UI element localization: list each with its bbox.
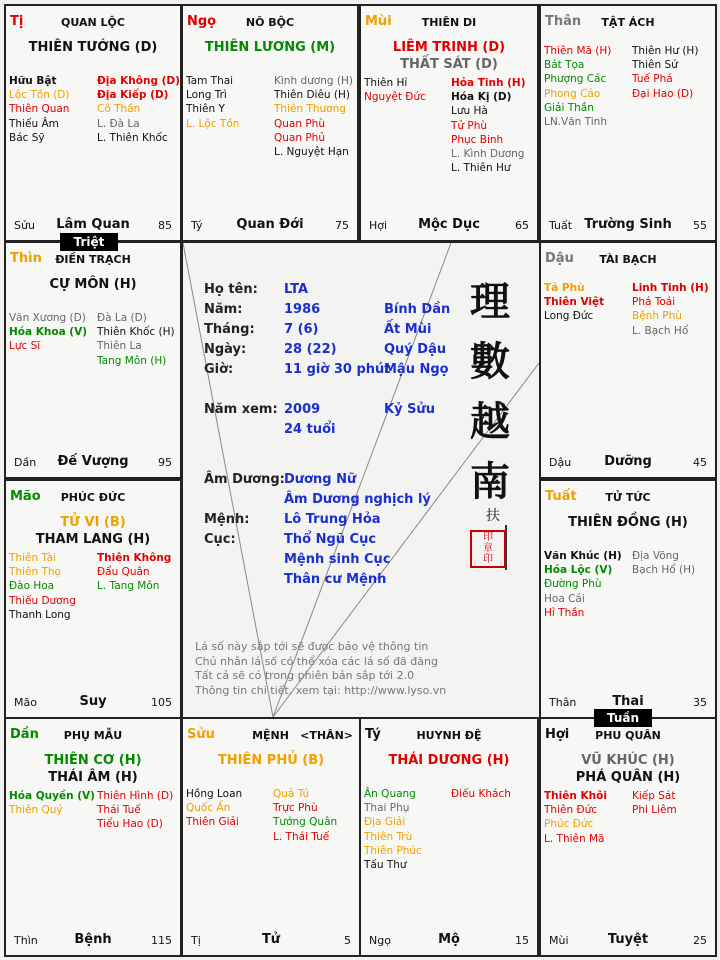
palace-ty[interactable] [359,717,539,957]
red-seal-stamp: 印 章 印 [470,530,506,568]
minor-star: Thiên Giải [186,816,239,829]
life-stage: Đế Vượng [57,454,129,469]
age-branch: Dậu [549,456,572,469]
decade-age: 5 [344,934,351,947]
minor-star: L. Lộc Tồn [186,117,240,130]
palace-house-name: PHU QUÂN [595,729,661,742]
main-star: THÁI ÂM (H) [48,770,138,785]
minor-star: Bát Tọa [544,59,585,72]
info-label: Họ tên: [204,282,258,297]
small-glyph: 扶 [486,508,500,524]
info-value-canchi: Quý Dậu [384,342,447,357]
minor-star: Hoa Cái [544,592,585,605]
minor-star: Thiên Hư (H) [632,45,699,57]
info-label: Cục: [204,532,236,547]
minor-star: Thiên Trù [364,830,413,843]
minor-stars-left [364,76,426,104]
palace-house-name: ĐIỀN TRẠCH [55,253,131,266]
minor-star: Lộc Tồn (D) [9,89,70,102]
palace-branch: Sửu [187,727,215,742]
palace-branch: Dậu [545,251,574,266]
main-star: VŨ KHÚC (H) [581,753,675,768]
palace-dau[interactable] [539,241,717,479]
minor-star: Kiếp Sát [632,790,676,802]
minor-star: Hóa Lộc (V) [544,564,613,577]
palace-house-name: PHỤ MẪU [63,729,123,742]
info-value: Mệnh sinh Cục [284,552,391,567]
minor-star: Phi Liêm [632,804,677,817]
website-link[interactable]: Thông tin chi tiết, xem tại: http://www.lyso.vn [195,683,447,697]
minor-stars-right [273,787,337,844]
decade-age: 25 [693,934,707,947]
palace-suu[interactable] [181,717,361,957]
info-value-canchi: Bính Dần [384,302,451,317]
life-stage: Tuyệt [607,932,649,947]
minor-star: Hữu Bật [9,75,57,87]
minor-star: Thiên Y [186,103,225,116]
minor-star: Tang Môn (H) [97,354,167,367]
palace-branch: Hợi [545,727,570,742]
life-stage: Tử [261,932,281,947]
info-label: Âm Dương: [204,472,285,487]
minor-stars-right [274,74,353,159]
minor-stars-right [632,44,698,101]
life-stage: Mộc Dục [418,217,480,232]
decade-age: 35 [693,696,707,709]
life-stage: Bệnh [74,932,112,947]
minor-star: Thiên Thọ [9,566,61,579]
palace-tuat[interactable] [539,479,717,719]
notice-text: Lá số này sắp tới sẽ được bảo vệ thông tin Chủ nhân lá số có thể xóa các lá số đã đăng Tất cả sẽ có trong phiên bản sắp tới 2.0 Thông tin chi tiết, xem tại: http://www.lyso.vn [195,640,447,697]
decade-age: 55 [693,219,707,232]
info-value-canchi: Ất Mùi [384,322,432,337]
main-star: THAM LANG (H) [35,532,151,547]
minor-star: L. Đà La [97,117,140,130]
life-stage: Suy [79,694,107,709]
minor-star: Đào Hoa [9,580,55,593]
minor-star: Tướng Quân [273,816,338,829]
palace-branch: Mão [10,489,41,504]
minor-star: Thiên Sứ [632,59,678,72]
minor-star: Thai Phụ [364,802,410,815]
minor-stars-left [9,789,95,817]
main-star: CỰ MÔN (H) [49,277,137,292]
minor-star: Kình dương (H) [274,75,353,87]
minor-stars-left [9,551,76,622]
palace-house-name: NÔ BỘC [245,16,295,29]
minor-star: Địa Không (D) [97,75,180,87]
palace-mui[interactable] [359,4,539,242]
main-star: THẤT SÁT (D) [400,57,498,72]
minor-star: Đường Phù [544,578,602,591]
minor-star: Long Đức [544,310,594,323]
info-value: 28 (22) [284,342,337,357]
age-branch: Tý [191,219,203,232]
info-label: Năm xem: [204,402,278,417]
triet-tag: Triệt [60,233,118,251]
minor-star: Thiên Không [97,552,172,564]
main-star: TỬ VI (B) [60,515,126,530]
minor-star: Quốc Ấn [186,802,231,815]
info-value: LTA [284,282,309,297]
minor-star: Tử Phù [451,119,488,132]
main-star: THIÊN TƯỚNG (D) [28,40,158,55]
decade-age: 65 [515,219,529,232]
palace-mao[interactable] [4,479,182,719]
minor-stars-left [9,74,70,145]
age-branch: Mùi [549,934,569,947]
minor-star: Nguyệt Đức [364,91,426,104]
minor-stars-right [632,789,677,817]
minor-star: Thiên Thương [274,103,346,116]
minor-star: Hóa Khoa (V) [9,326,88,339]
decade-age: 75 [335,219,349,232]
minor-stars-right [97,789,173,832]
palace-house-name: HUYNH ĐỆ [416,729,482,742]
minor-star: Đà La (D) [97,312,147,324]
palace-branch: Mùi [365,14,392,29]
minor-stars-right [97,74,180,145]
minor-star: Bác Sỹ [9,131,45,144]
palace-dan[interactable] [4,717,182,957]
minor-star: Thiên Đức [544,804,598,817]
minor-star: LN.Văn Tinh [544,115,607,128]
minor-star: Phá Toái [632,296,676,309]
info-value: 2009 [284,402,321,417]
minor-star: Phượng Các [544,73,607,86]
minor-star: Văn Khúc (H) [544,550,622,562]
info-value: 24 tuổi [284,422,336,437]
palace-hoi[interactable] [539,717,717,957]
minor-star: Thiên Phúc [364,844,422,857]
minor-star: Quan Phủ [274,131,325,144]
minor-star: Phong Cáo [544,87,601,100]
minor-stars-right [97,551,171,594]
minor-stars-right [451,787,511,801]
life-stage: Lâm Quan [56,217,130,232]
horoscope-chart: Hợi PHU QUÂN VŨ KHÚC (H) PHÁ QUÂN (H) Thiên Khôi Thiên Đức Phúc Đức L. Thiên Mã Kiếp Sát Phi Liêm Mùi Tuyệt 25 Tý HUYNH ĐỆ THÁI DƯƠNG (H) Ân Quang Thai Phụ Địa Giải Thiên Trù Thiên Phúc Tấu Thư Điếu Khách Ngọ Mộ 15 Sửu MỆNH <THÂN> THIÊN PHỦ (B) Hồng Loan Quốc Ấn Thiên Giải Quả Tú Trực Phù Tướng Quân L. Thái Tuế Tị Tử 5 Dần PHỤ MẪU THIÊN CƠ (H) THÁI ÂM (H) Hóa Quyền (V) Thiên Quý Thiên Hình (D) Thái Tuế Tiểu Hao (D) Thìn Bệnh 115 Tuất TỬ TỨC THIÊN ĐỒNG (H) Văn Khúc (H) Hóa Lộc (V) Đường Phù Hoa Cái Hỉ Thần Địa Võng Bạch Hổ (H) Thân Thai 35 Mão PHÚC ĐỨC TỬ VI (B) THAM LANG (H) Thiên Tài Thiên Thọ Đào Hoa Thiếu Dương Thanh Long Thiên Không Đẩu Quân L. Tang Môn Mão Suy 105 Dậu TÀI BẠCH Tả Phù Thiên Việt Long Đức Linh Tinh (H) Phá Toái Bệnh Phù L. Bạch Hổ Dậu Dưỡng 45 Thìn ĐIỀN TRẠCH CỰ MÔN (H) Văn Xương (D) Hóa Khoa (V) Lực Sĩ Đà La (D) Thiên Khốc (H) Thiên La Tang Môn (H) Dần Đế Vượng 95 Thân TẬT ÁCH Thiên Mã (H) Bát Tọa Phượng Các Phong Cáo Giải Thần LN.Văn Tinh Thiên Hư (H) Thiên Sứ Tuế Phá Đại Hao (D) Tuất Trường Sinh 55 Mùi THIÊN DI LIÊM TRINH (D) THẤT SÁT (D) Thiên Hỉ Nguyệt Đức Hỏa Tinh (H) Hóa Kị (D) Lưu Hà Tử Phù Phục Binh L. Kình Dương L. Thiên Hư Hợi Mộc Dục 65 Ngọ NÔ BỘC THIÊN LƯƠNG (M) Tam Thai Long Trì Thiên Y L. Lộc Tồn Kình dương (H) Thiên Diêu (H) Thiên Thương Quan Phù Quan Phủ L. Nguyệt Hạn Tý Quan Đới 75 Tị QUAN LỘC THIÊN TƯỚNG (D) Hữu Bật Lộc Tồn (D) Thiên Quan Thiếu Âm Bác Sỹ Địa Không (D) Địa Kiếp (D) Cô Thần L. Đà La L. Thiên Khốc Sửu Lâm Quan 85 Họ tên: LTA Năm: 1986 Bính Dần Tháng: 7 (6) Ất Mùi Ngày: 28 (22) Quý Dậu Giờ: 11 giờ 30 phút Mậu Ngọ Năm xem: 2009 Kỷ Sửu 24 tuổi Âm Dương: Dương Nữ Âm Dương nghịch lý Mệnh: Lô Trung Hỏa Cục: Thổ Ngũ Cục Mệnh sinh Cục Thân cư Mệnh Lá số này sắp tới sẽ được bảo vệ thông tin Chủ nhân lá số có thể xóa các lá số đã đăng Tất cả sẽ có trong phiên bản sắp tới 2.0 Thông tin chi tiết, xem tại: http://www.lyso.vn 理 數 越 南 扶 印 章 印 Triệt Tuần [0,0,720,960]
decade-age: 115 [151,934,172,947]
main-star: THÁI DƯƠNG (H) [388,753,510,768]
minor-star: Tuế Phá [632,73,673,86]
minor-star: Thiên Quan [9,103,70,116]
info-value: 7 (6) [284,322,319,337]
minor-star: Phúc Đức [544,818,594,831]
palace-house-name: TỬ TỨC [605,491,651,504]
minor-star: Đẩu Quân [97,566,150,579]
minor-star: Điếu Khách [451,788,511,800]
minor-star: Tả Phù [544,282,585,294]
minor-star: Hóa Quyền (V) [9,790,95,802]
tuan-tag: Tuần [594,709,652,727]
minor-stars-left [544,281,604,324]
minor-stars-left [544,789,607,846]
minor-stars-left [544,549,622,620]
life-stage: Thai [612,694,644,709]
palace-house-name: TẬT ÁCH [601,16,655,29]
info-value: Thân cư Mệnh [284,572,387,587]
signature-mark [505,525,521,570]
minor-stars-left [186,787,242,830]
minor-star: Lưu Hà [451,105,488,118]
minor-star: Ân Quang [364,788,416,800]
minor-star: Trực Phù [273,802,318,815]
age-branch: Hợi [369,219,388,232]
life-stage: Dưỡng [604,454,652,469]
minor-star: Quả Tú [273,788,310,800]
minor-star: L. Bạch Hổ [632,324,689,337]
minor-star: L. Kình Dương [451,147,525,160]
minor-stars-left [364,787,422,872]
minor-star: Tiểu Hao (D) [97,818,163,831]
minor-star: Hóa Kị (D) [451,91,512,104]
minor-star: Văn Xương (D) [9,312,86,324]
life-stage: Mộ [438,932,460,947]
age-branch: Ngọ [369,934,391,947]
age-branch: Tị [191,934,201,947]
info-label: Tháng: [204,322,255,337]
minor-star: Thiên Mã (H) [544,45,612,57]
minor-star: Thanh Long [9,608,71,621]
minor-star: Thiên Việt [544,296,605,309]
minor-stars-right [632,281,709,338]
minor-star: Hỏa Tinh (H) [451,77,526,89]
palace-house-name: MỆNH [252,729,289,742]
palace-ti[interactable] [4,4,182,242]
main-star: THIÊN PHỦ (B) [217,753,325,768]
info-value: Dương Nữ [284,472,357,487]
minor-star: Địa Kiếp (D) [97,89,169,102]
than-marker: <THÂN> [300,729,353,742]
palace-branch: Thìn [10,251,42,266]
age-branch: Mão [14,696,37,709]
minor-star: Hỉ Thần [544,606,585,619]
info-label: Giờ: [204,362,234,377]
main-star: PHÁ QUÂN (H) [575,770,681,785]
minor-star: L. Thái Tuế [273,830,330,843]
minor-star: Phục Binh [451,133,504,146]
palace-branch: Thân [545,14,582,29]
palace-house-name: QUAN LỘC [61,16,125,29]
minor-star: Thiên Hỉ [364,77,408,89]
minor-stars-left [9,311,87,354]
palace-than[interactable] [539,4,717,242]
life-stage: Trường Sinh [584,217,672,232]
palace-house-name: TÀI BẠCH [599,253,657,266]
info-value-canchi: Kỷ Sửu [384,402,435,417]
main-star: THIÊN CƠ (H) [44,753,142,768]
info-value: Âm Dương nghịch lý [284,492,431,507]
info-value-canchi: Mậu Ngọ [384,362,449,377]
palace-branch: Tị [10,14,24,29]
minor-stars-left [544,44,611,129]
minor-star: Thái Tuế [97,804,141,817]
decade-age: 95 [158,456,172,469]
minor-star: Tấu Thư [364,858,407,871]
minor-star: Linh Tinh (H) [632,282,709,294]
palace-branch: Ngọ [187,14,217,29]
palace-thin[interactable] [4,241,182,479]
minor-star: Giải Thần [544,101,594,114]
minor-star: Thiên Khốc (H) [97,326,175,339]
age-branch: Tuất [549,219,573,232]
minor-star: Thiên La [97,340,142,353]
minor-star: Tam Thai [186,75,234,87]
palace-ngo[interactable] [181,4,359,242]
info-value: 1986 [284,302,321,317]
minor-star: Thiên Quý [9,804,63,817]
minor-star: Thiên Tài [9,552,56,564]
info-value: Lô Trung Hỏa [284,512,381,527]
age-branch: Sửu [14,219,35,232]
minor-star: L. Thiên Hư [451,162,511,175]
minor-star: Cô Thần [97,103,141,116]
minor-star: L. Tang Môn [97,580,160,593]
info-label: Mệnh: [204,512,250,527]
palace-house-name: PHÚC ĐỨC [60,491,126,504]
age-branch: Thân [549,696,577,709]
minor-star: Bệnh Phù [632,310,682,323]
decade-age: 45 [693,456,707,469]
minor-star: Địa Võng [632,550,679,562]
palace-branch: Dần [10,727,39,742]
info-value: Thổ Ngũ Cục [284,532,377,547]
decade-age: 105 [151,696,172,709]
minor-star: Lực Sĩ [9,340,41,353]
decade-age: 15 [515,934,529,947]
minor-star: L. Nguyệt Hạn [274,145,349,158]
main-star: LIÊM TRINH (D) [392,40,506,55]
minor-star: Thiên Diêu (H) [274,89,350,102]
life-stage: Quan Đới [236,217,304,232]
minor-star: L. Thiên Khốc [97,131,168,144]
minor-star: Hồng Loan [186,788,243,800]
minor-stars-right [632,549,695,577]
minor-star: Đại Hao (D) [632,87,694,100]
minor-star: Thiên Hình (D) [97,790,174,802]
age-branch: Dần [14,456,37,469]
minor-star: Thiếu Dương [9,594,76,607]
info-value: 11 giờ 30 phút [284,362,391,377]
palace-branch: Tuất [545,489,577,504]
main-star: THIÊN ĐỒNG (H) [568,515,688,530]
age-branch: Thìn [14,934,38,947]
minor-star: Địa Giải [364,816,406,829]
minor-star: Thiên Khôi [544,790,607,802]
minor-star: Quan Phù [274,117,325,130]
palace-branch: Tý [365,727,381,742]
minor-stars-right [451,76,526,175]
minor-star: Thiếu Âm [9,117,59,130]
info-label: Ngày: [204,342,247,357]
info-label: Năm: [204,302,243,317]
decade-age: 85 [158,219,172,232]
minor-stars-right [97,311,175,368]
minor-star: L. Thiên Mã [544,832,605,845]
palace-house-name: THIÊN DI [421,16,477,29]
minor-star: Bạch Hổ (H) [632,564,696,577]
minor-stars-left [186,74,239,131]
minor-star: Long Trì [186,89,227,102]
main-star: THIÊN LƯƠNG (M) [204,40,336,55]
